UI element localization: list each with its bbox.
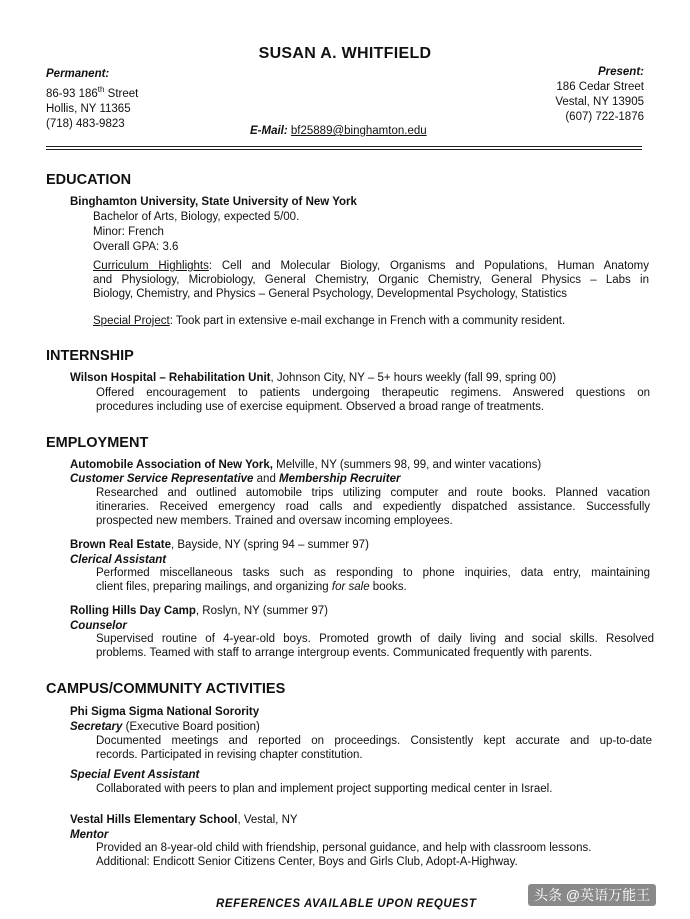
job-2-role: Clerical Assistant (70, 554, 167, 566)
permanent-address (46, 67, 138, 132)
present-phone: (607) 722-1876 (565, 111, 644, 123)
job-2-description: Performed miscellaneous tasks such as responding to phone inquiries, data entry, maintaining client files, preparing mailings, and organizing for sale books. (96, 567, 650, 593)
education-curriculum: Curriculum Highlights: Cell and Molecular Biology, Organisms and Populations, Human Anatomy and Physiology, Microbiology, General Chemistry, Organic Chemistry, General Physics – Labs in Biology, Chemistry, and Physics – General Psychology, Developmental Psychology, Statistics (93, 260, 649, 300)
references-note: REFERENCES AVAILABLE UPON REQUEST (216, 898, 477, 910)
activity-1-description-2: Collaborated with peers to plan and implement project supporting medical center in Israel. (96, 783, 553, 795)
activity-1-description: Documented meetings and reported on proceedings. Consistently kept accurate and up-to-date records. Participated in revising chapter constitution. (96, 735, 652, 761)
permanent-city: Hollis, NY 11365 (46, 102, 131, 115)
education-special-project: Special Project: Took part in extensive e-mail exchange in French with a community resident. (93, 315, 566, 327)
watermark: 头条 @英语万能王 (528, 884, 656, 906)
job-1-role: Customer Service Representative and Membership Recruiter (70, 473, 401, 485)
education-degree: Bachelor of Arts, Biology, expected 5/00. (93, 211, 300, 223)
header-divider-2 (46, 149, 642, 150)
internship-description: Offered encouragement to patients undergoing therapeutic regimens. Answered questions on procedures including use of exercise equipment. Observed a broad range of treatments. (96, 387, 650, 413)
curriculum-label: Curriculum Highlights (93, 260, 209, 272)
job-2-org: Brown Real Estate, Bayside, NY (spring 94 – summer 97) (70, 539, 369, 551)
activity-2-org: Vestal Hills Elementary School, Vestal, NY (70, 814, 298, 826)
education-school: Binghamton University, State University of New York (70, 196, 357, 208)
email-line (250, 124, 427, 139)
job-3-description: Supervised routine of 4-year-old boys. Promoted growth of daily living and social skills. Resolved problems. Teamed with staff to arrange intergroup events. Communicated frequently with parents. (96, 633, 654, 659)
candidate-name: SUSAN A. WHITFIELD (258, 45, 432, 62)
education-minor: Minor: French (93, 226, 164, 238)
activity-2-role: Mentor (70, 829, 109, 841)
section-title-employment: EMPLOYMENT (46, 435, 149, 451)
special-project-label: Special Project (93, 315, 170, 327)
job-1-org: Automobile Association of New York, Melville, NY (summers 98, 99, and winter vacations) (70, 459, 542, 471)
activity-1-role: Secretary (Executive Board position) (70, 721, 260, 733)
section-title-internship: INTERNSHIP (46, 348, 134, 364)
permanent-label: Permanent: (46, 68, 110, 80)
job-1-description: Researched and outlined automobile trips utilizing computer and route books. Planned vacation itineraries. Received emergency road calls and expediently dispatched assistance. Successfully prospected new members. Trained and oversaw incoming employees. (96, 487, 650, 527)
activity-2-description: Provided an 8-year-old child with friendship, personal guidance, and help with classroom lessons. Additional: Endicott Senior Citizens Center, Boys and Girls Club, Adopt-A-Highway. (96, 842, 592, 868)
permanent-street: 86-93 186th Street (46, 85, 139, 100)
email-link[interactable]: bf25889@binghamton.edu (290, 125, 427, 137)
email-label: E-Mail: (250, 125, 288, 137)
activity-1-org: Phi Sigma Sigma National Sorority (70, 706, 260, 718)
section-title-activities: CAMPUS/COMMUNITY ACTIVITIES (46, 681, 286, 697)
present-label: Present: (597, 66, 644, 78)
present-address (555, 65, 644, 125)
job-3-org: Rolling Hills Day Camp, Roslyn, NY (summer 97) (70, 605, 328, 617)
present-city: Vestal, NY 13905 (555, 96, 644, 108)
education-gpa: Overall GPA: 3.6 (93, 241, 179, 253)
present-street: 186 Cedar Street (556, 81, 644, 93)
activity-1-role-2: Special Event Assistant (70, 769, 200, 781)
header-divider (46, 146, 642, 147)
internship-org: Wilson Hospital – Rehabilitation Unit, Johnson City, NY – 5+ hours weekly (fall 99, spring 00) (70, 372, 557, 384)
job-3-role: Counselor (70, 620, 127, 632)
section-title-education: EDUCATION (46, 172, 132, 188)
permanent-phone: (718) 483-9823 (46, 117, 125, 130)
